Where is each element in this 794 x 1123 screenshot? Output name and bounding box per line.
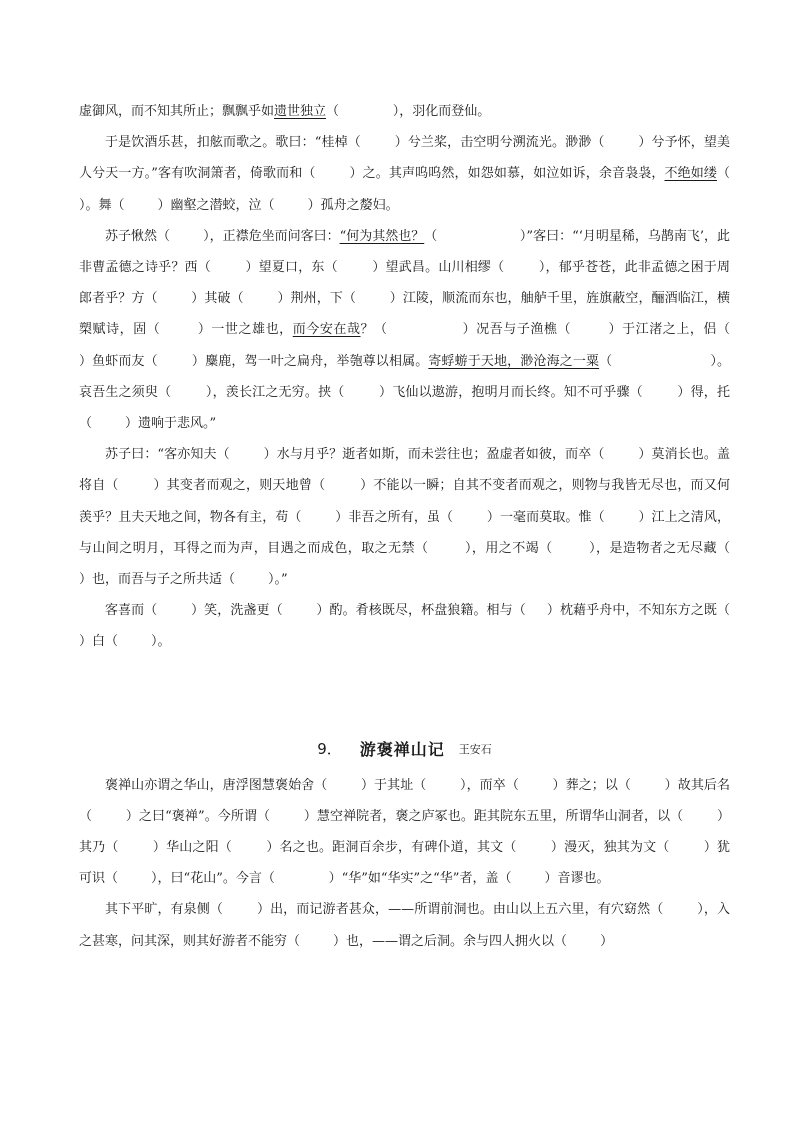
paragraph xyxy=(79,439,764,595)
paragraph xyxy=(79,770,730,895)
paragraph xyxy=(79,127,784,221)
paragraph xyxy=(79,595,764,657)
section-number: 9． xyxy=(317,740,342,759)
text-segment: （ ），羽化而登仙。 xyxy=(326,104,491,119)
paragraph xyxy=(79,96,730,127)
text-segment: 苏子曰：“客亦知夫（ ）水与月乎？逝者如斯，而未尝往也；盈虚者如彼，而卒（ ）莫消长也。盖将自（ ）其变者而观之，则天地曾（ ）不能以一瞬；自其不变者而观之，则物与我皆无尽也，而又何羡乎？且夫天地之间，物各有主，苟（ ）非吾之所有，虽（ ）一毫而莫取。惟（ ）江上之清风，与山间之明月，耳得之而为声，目遇之而成色，取之无禁（ ），用之不竭（ ），是造物者之无尽藏（ ）也，而吾与子之所共适（ ）。” xyxy=(79,447,764,588)
underlined-phrase: “何为其然也？ xyxy=(339,228,425,244)
underlined-phrase: 而今安在哉 xyxy=(292,322,361,338)
document-content xyxy=(79,96,784,957)
text-segment: （ ）”客曰：“‘月明星稀，乌鹊南飞’，此非曹孟德之诗乎？西（ ）望夏口，东（ ）望武昌。山川相缪（ ），郁乎苍苍，此非孟德之困于周郎者乎？方（ ）其破（ ）荆州，下（ ）江陵，顺流而东也，舳舻千里，旌旗蔽空，酾酒临江，横槊赋诗，固（ ）一世之雄也， xyxy=(79,228,730,338)
text-segment: 其下平旷，有泉侧（ ）出，而记游者甚众，——所谓前洞也。由山以上五六里，有穴窈然（ ），入之甚寒，问其深，则其好游者不能穷（ ）也，——谓之后洞。余与四人拥火以（ ） xyxy=(79,902,730,949)
text-segment: 于是饮酒乐甚，扣舷而歌之。歌曰：“桂棹（ ）兮兰桨，击空明兮溯流光。渺渺（ ）兮予怀，望美人兮天一方。”客有吹洞箫者，倚歌而和（ ）之。其声呜呜然，如怨如慕，如泣如诉，余音袅袅， xyxy=(79,135,730,182)
underlined-phrase: 寄蜉蝣于天地，渺沧海之一粟 xyxy=(428,353,600,369)
underlined-phrase: 不绝如缕 xyxy=(664,166,717,182)
section-title: 游褒禅山记 xyxy=(359,740,445,760)
paragraph xyxy=(79,221,764,439)
section-gap xyxy=(79,658,730,728)
text-segment: 客喜而（ ）笑，洗盏更（ ）酌。肴核既尽，杯盘狼籍。相与（ ）枕藉乎舟中，不知东方之既（ ）白（ ）。 xyxy=(79,603,764,650)
section-chibi-fu xyxy=(79,96,784,658)
underlined-phrase: 遗世独立 xyxy=(274,104,327,119)
text-segment: 虚御风，而不知其所止；飘飘乎如 xyxy=(79,104,275,119)
text-segment: （ ）。舞（ ）幽壑之潜蛟，泣（ ）孤舟之嫠妇。 xyxy=(79,166,784,213)
text-segment: ？（ ）况吾与子渔樵（ ）于江渚之上，侣（ ）鱼虾而友（ ）麋鹿，驾一叶之扁舟，举匏尊以相属。 xyxy=(79,322,764,369)
paragraph xyxy=(79,894,730,956)
text-segment: （ ）。哀吾生之须臾（ ），羡长江之无穷。挟（ ）飞仙以遨游，抱明月而长终。知不可乎骤（ ）得，托（ ）遗响于悲风。” xyxy=(79,353,731,432)
section-title-row xyxy=(79,728,730,770)
text-segment: 褒禅山亦谓之华山，唐浮图慧褒始舍（ ）于其址（ ），而卒（ ）葬之；以（ ）故其后名（ ）之曰“褒禅”。今所谓（ ）慧空禅院者，褒之庐冢也。距其院东五里，所谓华山洞者，以（ ）其乃（ ）华山之阳（ ）名之也。距洞百余步，有碑仆道，其文（ ）漫灭，独其为文（ ）犹可识（ ），曰“花山”。今言（ ）“华”如“华实”之“华”者，盖（ ）音谬也。 xyxy=(79,777,730,887)
text-segment: 苏子愀然（ ），正襟危坐而问客曰： xyxy=(105,228,340,244)
section-author: 王安石 xyxy=(458,742,492,756)
section-you-baochanshan-ji xyxy=(79,770,730,957)
